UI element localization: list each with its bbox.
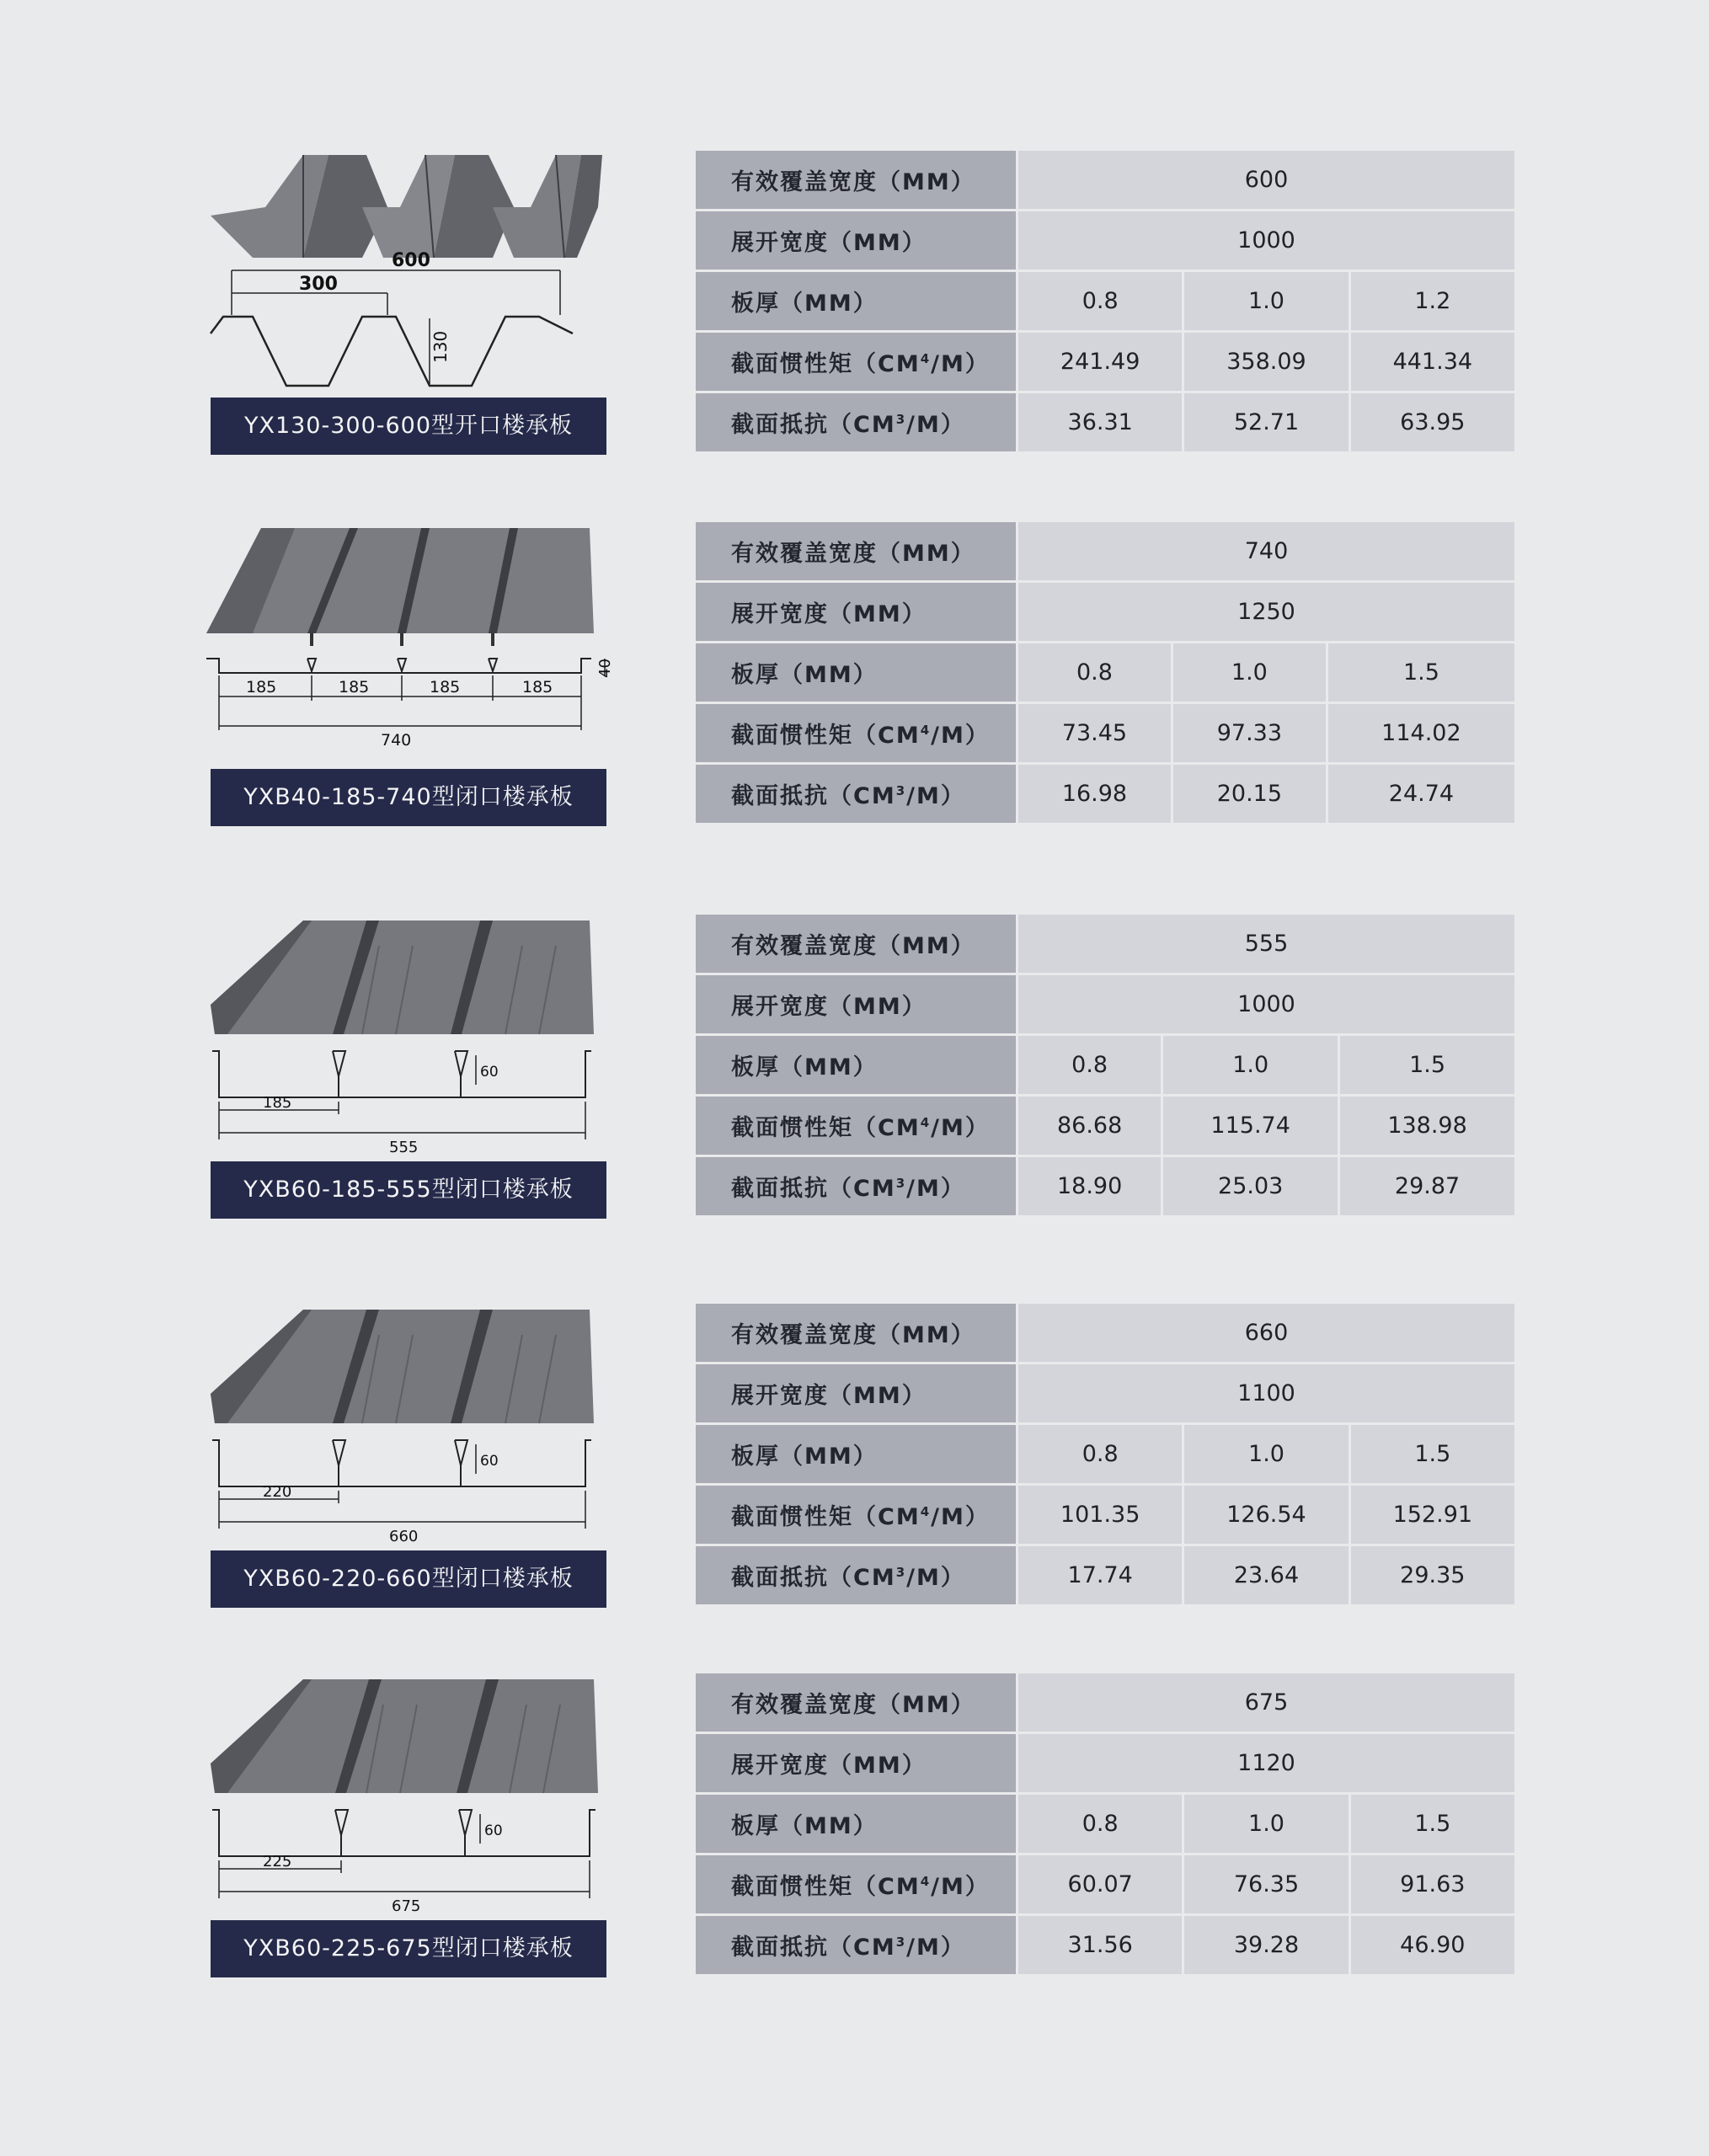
value-cell: 46.90 (1351, 1916, 1514, 1974)
dim-label: 185 (246, 678, 277, 696)
label-text: /M） (931, 723, 990, 749)
row-resistance (696, 393, 1514, 451)
label-text: 截面抵抗（CM (731, 1565, 896, 1591)
dim-label: 185 (522, 678, 553, 696)
label-resistance (696, 393, 1016, 451)
spec-table (693, 520, 1517, 825)
dim-label: 555 (389, 1139, 419, 1156)
product-block-4 (0, 1301, 1709, 1613)
row-resistance (696, 1546, 1514, 1604)
label-text: /M） (931, 351, 990, 377)
dim-label: 660 (389, 1528, 419, 1545)
deck-3d-render (206, 528, 594, 646)
product-figure-2 (202, 520, 623, 831)
label-text: /M） (906, 412, 965, 438)
label-unfolded-width: 展开宽度（MM） (696, 1734, 1016, 1792)
value-cell: 1.0 (1173, 643, 1326, 702)
value-cell: 23.64 (1184, 1546, 1348, 1604)
row-inertia (696, 1855, 1514, 1913)
label-resistance (696, 1916, 1016, 1974)
dim-label: 740 (381, 731, 412, 750)
value-cell: 441.34 (1351, 333, 1514, 391)
superscript: 4 (920, 351, 932, 366)
value-cell: 241.49 (1018, 333, 1182, 391)
superscript: 3 (895, 1935, 907, 1950)
dim-label: 600 (392, 250, 430, 271)
superscript: 3 (895, 1176, 907, 1191)
product-block-1 (0, 148, 1709, 460)
dim-label: 60 (480, 1453, 499, 1470)
label-coverage-width: 有效覆盖宽度（MM） (696, 1304, 1016, 1362)
row-resistance (696, 1157, 1514, 1215)
label-coverage-width: 有效覆盖宽度（MM） (696, 151, 1016, 209)
label-thickness: 板厚（MM） (696, 1795, 1016, 1853)
product-name-bar: YXB40-185-740型闭口楼承板 (211, 769, 606, 826)
value-cell: 39.28 (1184, 1916, 1348, 1974)
row-inertia (696, 704, 1514, 762)
row-unfolded-width (696, 1364, 1514, 1422)
label-thickness: 板厚（MM） (696, 1425, 1016, 1483)
product-block-2 (0, 520, 1709, 831)
product-name-bar: YXB60-185-555型闭口楼承板 (211, 1161, 606, 1219)
label-text: /M） (931, 1504, 990, 1530)
label-text: 截面惯性矩（CM (731, 1504, 921, 1530)
label-coverage-width: 有效覆盖宽度（MM） (696, 915, 1016, 973)
dim-label: 60 (484, 1822, 503, 1839)
value-cell: 25.03 (1163, 1157, 1338, 1215)
value-cell: 1.0 (1163, 1036, 1338, 1094)
value-cell: 63.95 (1351, 393, 1514, 451)
value-coverage-width: 555 (1018, 915, 1514, 973)
value-cell: 16.98 (1018, 765, 1171, 823)
row-unfolded-width (696, 583, 1514, 641)
dim-label: 675 (392, 1897, 421, 1915)
label-text: 截面抵抗（CM (731, 783, 896, 809)
value-unfolded-width: 1120 (1018, 1734, 1514, 1792)
row-thickness (696, 272, 1514, 330)
row-coverage-width (696, 522, 1514, 580)
value-cell: 1.0 (1184, 1425, 1348, 1483)
dim-label: 220 (263, 1483, 292, 1501)
row-inertia (696, 333, 1514, 391)
value-cell: 97.33 (1173, 704, 1326, 762)
value-cell: 0.8 (1018, 1425, 1182, 1483)
value-cell: 17.74 (1018, 1546, 1182, 1604)
row-unfolded-width (696, 1734, 1514, 1792)
value-cell: 1.5 (1351, 1425, 1514, 1483)
value-cell: 91.63 (1351, 1855, 1514, 1913)
label-text: /M） (906, 1935, 965, 1961)
value-cell: 0.8 (1018, 272, 1182, 330)
value-cell: 86.68 (1018, 1097, 1161, 1155)
value-cell: 115.74 (1163, 1097, 1338, 1155)
product-figure-3 (202, 912, 623, 1224)
value-coverage-width: 740 (1018, 522, 1514, 580)
value-cell: 1.5 (1351, 1795, 1514, 1853)
value-cell: 0.8 (1018, 643, 1171, 702)
product-figure-5 (202, 1671, 623, 1983)
value-coverage-width: 660 (1018, 1304, 1514, 1362)
value-coverage-width: 675 (1018, 1673, 1514, 1732)
value-cell: 36.31 (1018, 393, 1182, 451)
product-name-bar: YX130-300-600型开口楼承板 (211, 398, 606, 455)
superscript: 3 (895, 783, 907, 798)
value-cell: 138.98 (1340, 1097, 1514, 1155)
value-cell: 24.74 (1328, 765, 1514, 823)
cross-section-drawing (211, 270, 573, 386)
row-thickness (696, 643, 1514, 702)
value-unfolded-width: 1000 (1018, 211, 1514, 270)
label-thickness: 板厚（MM） (696, 643, 1016, 702)
label-coverage-width: 有效覆盖宽度（MM） (696, 1673, 1016, 1732)
row-inertia (696, 1097, 1514, 1155)
row-inertia (696, 1486, 1514, 1544)
value-cell: 20.15 (1173, 765, 1326, 823)
row-unfolded-width (696, 975, 1514, 1033)
row-resistance (696, 1916, 1514, 1974)
label-text: 截面惯性矩（CM (731, 351, 921, 377)
superscript: 3 (895, 1565, 907, 1580)
label-text: 截面抵抗（CM (731, 412, 896, 438)
product-name-bar: YXB60-225-675型闭口楼承板 (211, 1920, 606, 1977)
label-thickness: 板厚（MM） (696, 272, 1016, 330)
value-coverage-width: 600 (1018, 151, 1514, 209)
label-text: /M） (906, 1176, 965, 1202)
product-block-5 (0, 1671, 1709, 1983)
spec-table (693, 148, 1517, 454)
label-resistance (696, 765, 1016, 823)
superscript: 3 (895, 412, 907, 427)
label-inertia (696, 1486, 1016, 1544)
row-coverage-width (696, 1673, 1514, 1732)
product-block-3 (0, 912, 1709, 1224)
superscript: 4 (920, 723, 932, 738)
value-cell: 1.5 (1340, 1036, 1514, 1094)
product-figure-4 (202, 1301, 623, 1613)
label-unfolded-width: 展开宽度（MM） (696, 583, 1016, 641)
label-text: 截面惯性矩（CM (731, 723, 921, 749)
value-unfolded-width: 1000 (1018, 975, 1514, 1033)
label-text: 截面抵抗（CM (731, 1935, 896, 1961)
label-inertia (696, 1097, 1016, 1155)
dim-label: 40 (596, 659, 614, 678)
row-thickness (696, 1425, 1514, 1483)
value-cell: 1.0 (1184, 272, 1348, 330)
deck-3d-render (211, 1679, 598, 1793)
dim-label: 185 (263, 1094, 292, 1112)
label-text: 截面抵抗（CM (731, 1176, 896, 1202)
value-cell: 18.90 (1018, 1157, 1161, 1215)
spec-table (693, 912, 1517, 1218)
superscript: 4 (920, 1115, 932, 1130)
product-name-bar: YXB60-220-660型闭口楼承板 (211, 1550, 606, 1608)
label-text: 截面惯性矩（CM (731, 1874, 921, 1900)
row-thickness (696, 1795, 1514, 1853)
label-unfolded-width: 展开宽度（MM） (696, 1364, 1016, 1422)
row-coverage-width (696, 915, 1514, 973)
label-inertia (696, 704, 1016, 762)
row-coverage-width (696, 1304, 1514, 1362)
deck-3d-render (211, 1310, 594, 1423)
value-unfolded-width: 1100 (1018, 1364, 1514, 1422)
spec-table (693, 1671, 1517, 1977)
value-cell: 76.35 (1184, 1855, 1348, 1913)
deck-3d-render (211, 921, 594, 1034)
value-cell: 358.09 (1184, 333, 1348, 391)
label-resistance (696, 1546, 1016, 1604)
value-cell: 114.02 (1328, 704, 1514, 762)
label-resistance (696, 1157, 1016, 1215)
label-text: 截面惯性矩（CM (731, 1115, 921, 1141)
value-cell: 101.35 (1018, 1486, 1182, 1544)
value-cell: 1.2 (1351, 272, 1514, 330)
superscript: 4 (920, 1874, 932, 1889)
dim-label: 60 (480, 1064, 499, 1081)
value-cell: 152.91 (1351, 1486, 1514, 1544)
label-coverage-width: 有效覆盖宽度（MM） (696, 522, 1016, 580)
label-text: /M） (906, 1565, 965, 1591)
value-cell: 0.8 (1018, 1036, 1161, 1094)
label-text: /M） (931, 1115, 990, 1141)
dim-label: 130 (430, 330, 451, 363)
product-figure-1 (202, 148, 623, 460)
label-inertia (696, 1855, 1016, 1913)
dim-label: 185 (339, 678, 370, 696)
label-thickness: 板厚（MM） (696, 1036, 1016, 1094)
deck-3d-render (211, 155, 602, 258)
value-cell: 126.54 (1184, 1486, 1348, 1544)
value-cell: 29.87 (1340, 1157, 1514, 1215)
label-text: /M） (931, 1874, 990, 1900)
value-cell: 0.8 (1018, 1795, 1182, 1853)
value-cell: 31.56 (1018, 1916, 1182, 1974)
value-cell: 60.07 (1018, 1855, 1182, 1913)
dim-label: 300 (299, 274, 338, 295)
superscript: 4 (920, 1504, 932, 1519)
label-inertia (696, 333, 1016, 391)
value-cell: 73.45 (1018, 704, 1171, 762)
row-unfolded-width (696, 211, 1514, 270)
dim-label: 185 (430, 678, 461, 696)
row-resistance (696, 765, 1514, 823)
value-cell: 1.5 (1328, 643, 1514, 702)
label-unfolded-width: 展开宽度（MM） (696, 211, 1016, 270)
row-thickness (696, 1036, 1514, 1094)
dim-label: 225 (263, 1853, 292, 1870)
label-unfolded-width: 展开宽度（MM） (696, 975, 1016, 1033)
row-coverage-width (696, 151, 1514, 209)
value-cell: 29.35 (1351, 1546, 1514, 1604)
label-text: /M） (906, 783, 965, 809)
value-cell: 1.0 (1184, 1795, 1348, 1853)
spec-table (693, 1301, 1517, 1607)
value-cell: 52.71 (1184, 393, 1348, 451)
value-unfolded-width: 1250 (1018, 583, 1514, 641)
